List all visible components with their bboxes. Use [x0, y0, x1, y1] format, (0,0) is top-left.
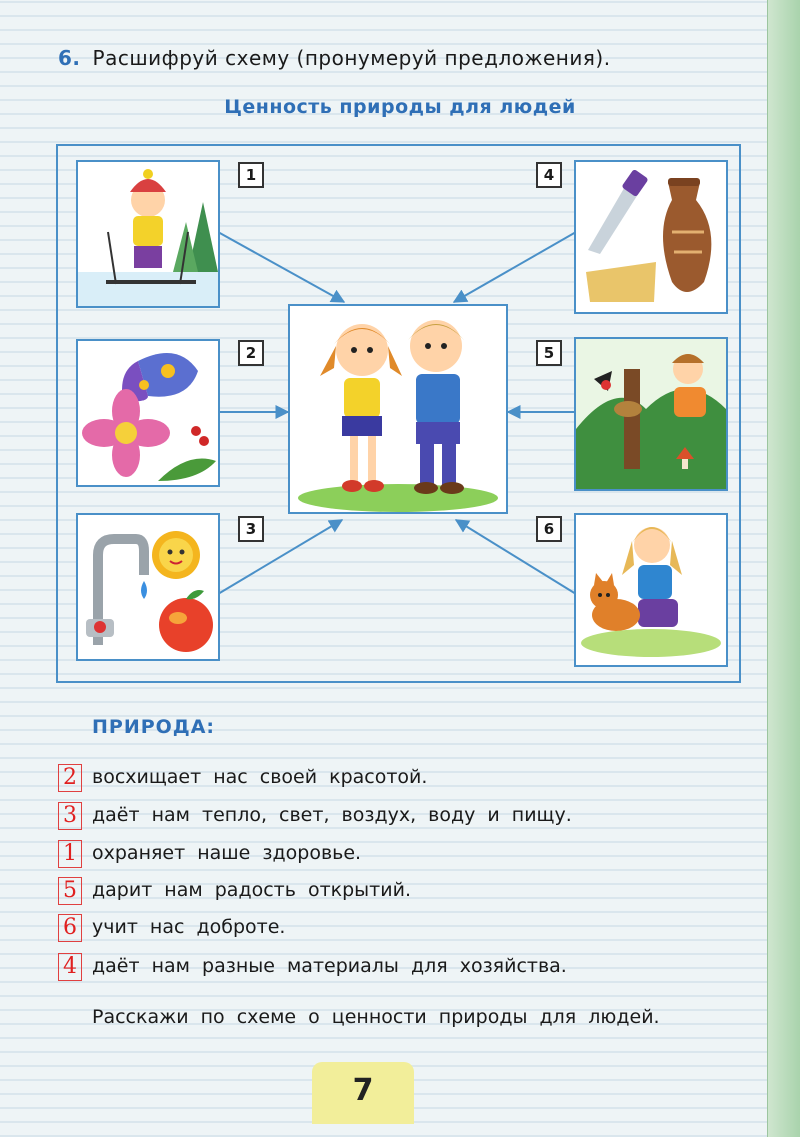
task-number: 6.	[58, 46, 81, 70]
scheme-number-4: 4	[536, 162, 562, 188]
children-walking-illustration	[290, 306, 506, 512]
forest-discovery-illustration	[576, 339, 726, 489]
statement-text: даёт нам разные материалы для хозяйства.	[92, 955, 567, 977]
statement-text: дарит нам радость открытий.	[92, 879, 411, 901]
statement-text: охраняет наше здоровье.	[92, 842, 362, 864]
picture-frame-6	[574, 513, 728, 667]
answer-box-5[interactable]: 6	[58, 914, 82, 942]
scheme-number-5: 5	[536, 340, 562, 366]
flower-butterfly-illustration	[78, 341, 218, 485]
scheme-title: Ценность природы для людей	[224, 96, 576, 118]
page-number: 7	[312, 1062, 414, 1124]
picture-frame-4	[574, 160, 728, 314]
arrow-4	[454, 232, 576, 302]
scheme-number-3: 3	[238, 516, 264, 542]
answer-box-1[interactable]: 2	[58, 764, 82, 792]
scheme-number-2: 2	[238, 340, 264, 366]
nature-heading: ПРИРОДА:	[92, 716, 216, 738]
answer-box-6[interactable]: 4	[58, 953, 82, 981]
retell-instruction: Расскажи по схеме о ценности природы для людей.	[92, 1006, 660, 1028]
statement-text: восхищает нас своей красотой.	[92, 766, 428, 788]
scheme-number-6: 6	[536, 516, 562, 542]
answer-box-2[interactable]: 3	[58, 802, 82, 830]
task-instruction: Расшифруй схему (пронумеруй предложения).	[92, 46, 611, 70]
statement-text: даёт нам тепло, свет, воздух, воду и пищу.	[92, 804, 572, 826]
arrow-1	[218, 232, 344, 302]
scheme-number-1: 1	[238, 162, 264, 188]
picture-frame-1	[76, 160, 220, 308]
skiing-boy-illustration	[78, 162, 218, 306]
answer-box-4[interactable]: 5	[58, 877, 82, 905]
center-picture-frame	[288, 304, 508, 514]
knife-jug-illustration	[576, 162, 726, 312]
arrow-3	[218, 520, 342, 594]
picture-frame-5	[574, 337, 728, 491]
girl-kitten-illustration	[576, 515, 726, 665]
picture-frame-2	[76, 339, 220, 487]
tap-sun-apple-illustration	[78, 515, 218, 659]
picture-frame-3	[76, 513, 220, 661]
answer-box-3[interactable]: 1	[58, 840, 82, 868]
statement-text: учит нас доброте.	[92, 916, 286, 938]
